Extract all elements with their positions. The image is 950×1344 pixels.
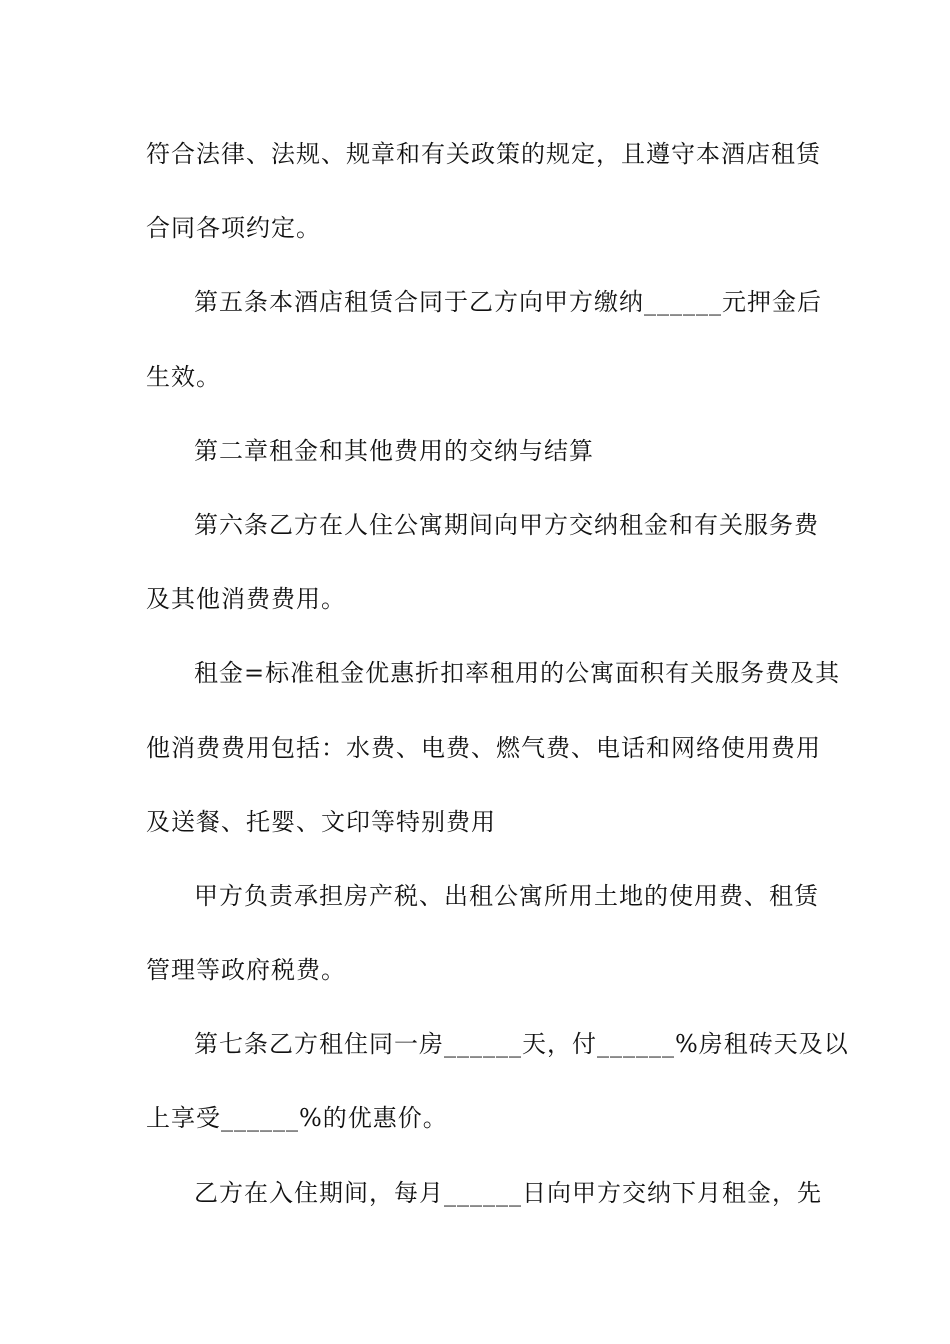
text-line-15: 乙方在入住期间，每月______日向甲方交纳下月租金，先 xyxy=(194,1178,822,1207)
text-line-2: 合同各项约定。 xyxy=(146,214,321,243)
text-line-13: 第七条乙方租住同一房______天，付______%房租砖天及以 xyxy=(194,1030,849,1059)
text-line-14: 上享受______%的优惠价。 xyxy=(146,1104,448,1133)
text-line-12: 管理等政府税费。 xyxy=(146,956,346,985)
text-line-4: 生效。 xyxy=(146,362,221,391)
chapter-heading: 第二章租金和其他费用的交纳与结算 xyxy=(194,436,594,465)
text-line-11: 甲方负责承担房产税、出租公寓所用土地的使用费、租赁 xyxy=(194,881,819,910)
document-body xyxy=(146,128,849,1241)
text-line-7: 及其他消费费用。 xyxy=(146,585,346,614)
text-line-3: 第五条本酒店租赁合同于乙方向甲方缴纳______元押金后 xyxy=(194,288,822,317)
text-line-6: 第六条乙方在人住公寓期间向甲方交纳租金和有关服务费 xyxy=(194,510,819,539)
text-line-1: 符合法律、法规、规章和有关政策的规定，且遵守本酒店租赁 xyxy=(146,140,821,168)
text-line-10: 及送餐、托婴、文印等特别费用 xyxy=(146,807,496,836)
text-line-8: 租金=标准租金优惠折扣率租用的公寓面积有关服务费及其 xyxy=(194,659,841,688)
text-line-9: 他消费费用包括：水费、电费、燃气费、电话和网络使用费用 xyxy=(146,733,821,762)
